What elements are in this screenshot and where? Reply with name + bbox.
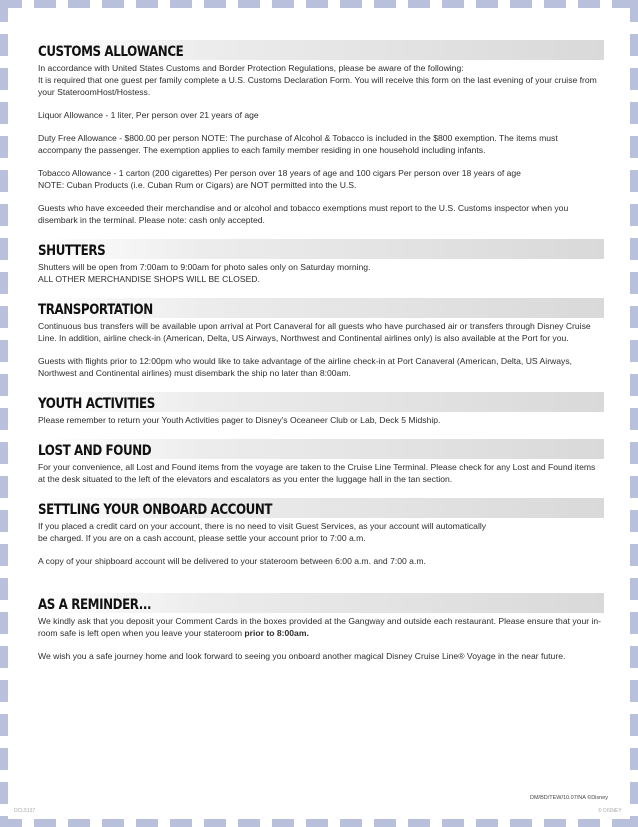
account-para-1a: If you placed a credit card on your account, there is no need to visit Guest Services, as your account will automatically bbox=[38, 521, 487, 531]
youth-title: YOUTH ACTIVITIES bbox=[38, 396, 155, 412]
page-border-bottom bbox=[0, 819, 638, 827]
lost-found-section bbox=[38, 439, 604, 485]
account-para-2: A copy of your shipboard account will be delivered to your stateroom between 6:00 a.m. and 7:00 a.m. bbox=[38, 556, 426, 566]
transportation-heading bbox=[38, 298, 604, 318]
liquor-allowance: Liquor Allowance - 1 liter, Per person over 21 years of age bbox=[38, 110, 259, 120]
corner-code-left: DCL5137 bbox=[14, 808, 36, 814]
reminder-title: AS A REMINDER... bbox=[38, 597, 152, 613]
customs-section bbox=[38, 40, 604, 226]
shutters-line-1: Shutters will be open from 7:00am to 9:00am for photo sales only on Saturday morning. bbox=[38, 262, 371, 272]
duty-free-allowance: Duty Free Allowance - $800.00 per person NOTE: The purchase of Alcohol & Tobacco is included in the $800 exemption. The items must accompany the passenger. The exemption applies to each family member residing in one household including infants. bbox=[38, 133, 558, 155]
youth-section bbox=[38, 392, 604, 426]
customs-intro-1: In accordance with United States Customs and Border Protection Regulations, please be aware of the following: bbox=[38, 63, 464, 73]
account-section bbox=[38, 498, 604, 567]
account-para-1b: be charged. If you are on a cash account, please settle your account prior to 7:00 a.m. bbox=[38, 533, 366, 543]
shutters-heading bbox=[38, 239, 604, 259]
customs-heading bbox=[38, 40, 604, 60]
exceeded-exemptions: Guests who have exceeded their merchandise and or alcohol and tobacco exemptions must report to the U.S. Customs inspector when you disembark in the terminal. Please note: cash only accepted. bbox=[38, 203, 569, 225]
transportation-section bbox=[38, 298, 604, 379]
reminder-para-2: We wish you a safe journey home and look forward to seeing you onboard another magical Disney Cruise Line® Voyage in the near future. bbox=[38, 651, 566, 661]
reminder-deadline: prior to 8:00am. bbox=[244, 628, 309, 638]
customs-intro-2: It is required that one guest per family complete a U.S. Customs Declaration Form. You will receive this form on the last evening of your cruise from your StateroomHost/Hostess. bbox=[38, 75, 597, 97]
lost-found-title: LOST AND FOUND bbox=[38, 443, 152, 459]
shutters-section bbox=[38, 239, 604, 285]
customs-title: CUSTOMS ALLOWANCE bbox=[38, 44, 184, 60]
youth-heading bbox=[38, 392, 604, 412]
document-body bbox=[38, 40, 604, 662]
tobacco-allowance: Tobacco Allowance - 1 carton (200 cigarettes) Per person over 18 years of age and 100 cigars Per person over 18 years of age bbox=[38, 168, 521, 178]
cuban-products-note: NOTE: Cuban Products (i.e. Cuban Rum or Cigars) are NOT permitted into the U.S. bbox=[38, 180, 357, 190]
transportation-para-2: Guests with flights prior to 12:00pm who would like to take advantage of the airline check-in at Port Canaveral (American, Delta, US Airways, Northwest and Continental airlines) must disembark the ship no later than 8:00am. bbox=[38, 356, 573, 378]
corner-code-right: © DISNEY bbox=[598, 808, 622, 814]
account-title: SETTLING YOUR ONBOARD ACCOUNT bbox=[38, 502, 273, 518]
footer-code: DM/BD/TEW/10.07/NA ©Disney bbox=[530, 795, 609, 801]
reminder-para-1-text: We kindly ask that you deposit your Comment Cards in the boxes provided at the Gangway and outside each restaurant. Please ensure that your in-room safe is left open when you leave your stateroom bbox=[38, 616, 602, 638]
lost-found-heading bbox=[38, 439, 604, 459]
account-heading bbox=[38, 498, 604, 518]
transportation-para-1: Continuous bus transfers will be available upon arrival at Port Canaveral for all guests who have purchased air or transfers through Disney Cruise Line. In addition, airline check-in (American, Delta, US Airways, Northwest and Continental airlines only) is also available at the Port for you. bbox=[38, 321, 591, 343]
reminder-section bbox=[38, 593, 604, 662]
transportation-title: TRANSPORTATION bbox=[38, 302, 153, 318]
youth-para: Please remember to return your Youth Activities pager to Disney's Oceaneer Club or Lab, Deck 5 Midship. bbox=[38, 415, 441, 425]
page-border-top bbox=[0, 0, 638, 8]
page-border-right bbox=[630, 0, 638, 827]
reminder-para-1 bbox=[38, 615, 604, 639]
reminder-heading bbox=[38, 593, 604, 613]
shutters-title: SHUTTERS bbox=[38, 243, 106, 259]
shutters-line-2: ALL OTHER MERCHANDISE SHOPS WILL BE CLOSED. bbox=[38, 274, 260, 284]
lost-found-para: For your convenience, all Lost and Found items from the voyage are taken to the Cruise Line Terminal. Please check for any Lost and Found items at the desk situated to the left of the elevators and escalators as you enter the luggage hall in the tan section. bbox=[38, 462, 596, 484]
page-border-left bbox=[0, 0, 8, 827]
